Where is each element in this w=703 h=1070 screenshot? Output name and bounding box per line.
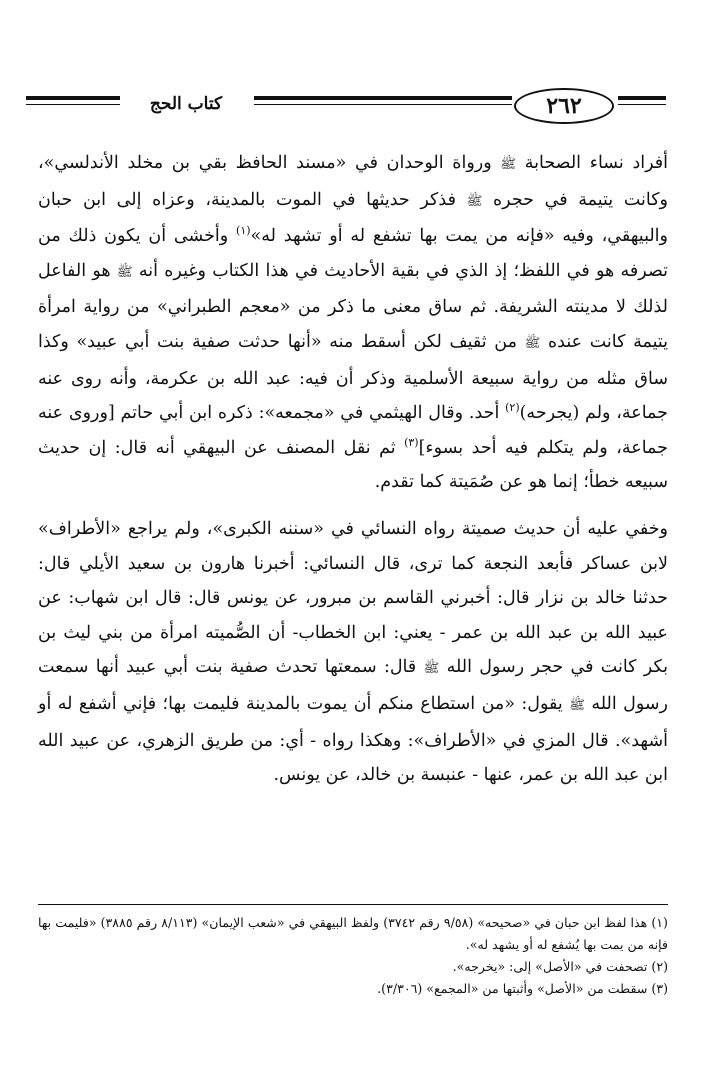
footnote-2: (٢) تصحفت في «الأصل» إلى: «يخرجه». [452, 959, 668, 974]
header-rule-middle-thick [254, 96, 512, 100]
text-run: وأخشى أن يكون ذلك من تصرفه هو في اللفظ؛ إذ الذي في بقية الأحاديث في هذا الكتاب وغيره أنه [38, 226, 668, 281]
text-run: قال: سمعتها تحدث صفية بنت أبي عبيد أنها سمعت رسول الله [38, 657, 668, 714]
page-header [26, 82, 666, 126]
footnote-separator [38, 904, 668, 905]
paragraph-2 [38, 512, 668, 793]
text-run: أحد. وقال الهيثمي في «مجمعه»: ذكره ابن أبي حاتم [وروى عنه جماعة، ولم يتكلم فيه أحد بسوء] [38, 403, 668, 458]
honorific-mark: ﷺ [116, 264, 133, 280]
header-rule-left-thin [26, 104, 120, 105]
text-run: ثم نقل المصنف عن البيهقي أنه قال: إن حديث سبيعه خطأ؛ إنما هو عن صُمَيتة كما تقدم. [38, 437, 668, 493]
honorific-mark: ﷺ [423, 661, 440, 677]
honorific-mark: ﷺ [466, 193, 483, 209]
text-run: فذكر حديثها في الموت بالمدينة، وعزاه إلى ابن حبان والبيهقي، وفيه «فإنه من يمت بها تشفع له أو تشهد له» [38, 189, 668, 247]
paragraph-1 [38, 146, 668, 500]
text-run: وخفي عليه أن حديث صميتة رواه النسائي في «سننه الكبرى»، ولم يراجع «الأطراف» لابن عساكر فأبعد النجعة كما ترى، قال النسائي: أخبرنا هارون بن سعيد الأيلي قال: حدثنا خالد بن نزار قال: أخبرني القاسم بن مبرور، عن يونس قال: قال ابن شهاب: عن عبيد الله بن عبد الله بن عمر - يعني: ابن الخطاب- أن الصُّميته امرأة من بني ليث بن بكر كانت في حجر رسول الله [38, 518, 668, 678]
page-number: ٢٦٢ [514, 88, 614, 124]
book-title: كتاب الحج [149, 94, 223, 114]
text-run: هو الفاعل لذلك لا مدينته الشريفة. ثم ساق معنى ما ذكر من «معجم الطبراني» من رواية امرأة يتيمة كانت عنده [38, 260, 669, 352]
header-rule-middle-thin [254, 104, 512, 105]
header-rule-left-thick [26, 96, 120, 100]
header-rule-right-thin [618, 104, 666, 105]
text-run: يقول: «من استطاع منكم أن يموت بالمدينة فليمت بها؛ فإني أشفع له أو أشهد». قال المزي في «الأطراف»: وهكذا رواه - أي: من طريق الزهري، عن عبيد الله ابن عبد الله بن عمر، عنها - عنبسة بن خالد، عن يونس. [38, 693, 668, 786]
footnote-1: (١) هذا لفظ ابن حبان في «صحيحه» (٩/٥٨ رقم ٣٧٤٢) ولفظ البيهقي في «شعب الإيمان» (٨/١١٣ رقم ٣٨٨٥) «فليمت بها فإنه من يمت بها يُشفع له أو يشهد له». [38, 915, 668, 952]
header-rule-right-thick [618, 96, 666, 100]
footnote-ref-1: (١) [236, 224, 251, 238]
footnote-ref-3: (٣) [404, 435, 419, 449]
honorific-mark: ﷺ [569, 697, 585, 713]
text-run: ورواة الوحدان في «مسند الحافظ بقي بن مخلد الأندلسي»، وكانت يتيمة في حجره [38, 153, 668, 210]
text-run: من ثقيف لكن أسقط منه «أنها حدثت صفية بنت أبي عبيد» وكذا ساق مثله من رواية سبيعة الأسلمية وذكر أن فيه: عبد الله بن عكرمة، وأنه روى عنه جماعة، ولم (يجرحه) [38, 331, 668, 424]
footnote-3: (٣) سقطت من «الأصل» وأثبتها من «المجمع» (٣/٣٠٦). [377, 981, 668, 996]
footnote-ref-2: (٢) [505, 401, 520, 415]
honorific-mark: ﷺ [500, 157, 517, 172]
text-run: أفراد نساء الصحابة [516, 153, 668, 173]
footnotes [38, 912, 668, 1000]
main-text [38, 146, 668, 793]
honorific-mark: ﷺ [524, 335, 541, 351]
